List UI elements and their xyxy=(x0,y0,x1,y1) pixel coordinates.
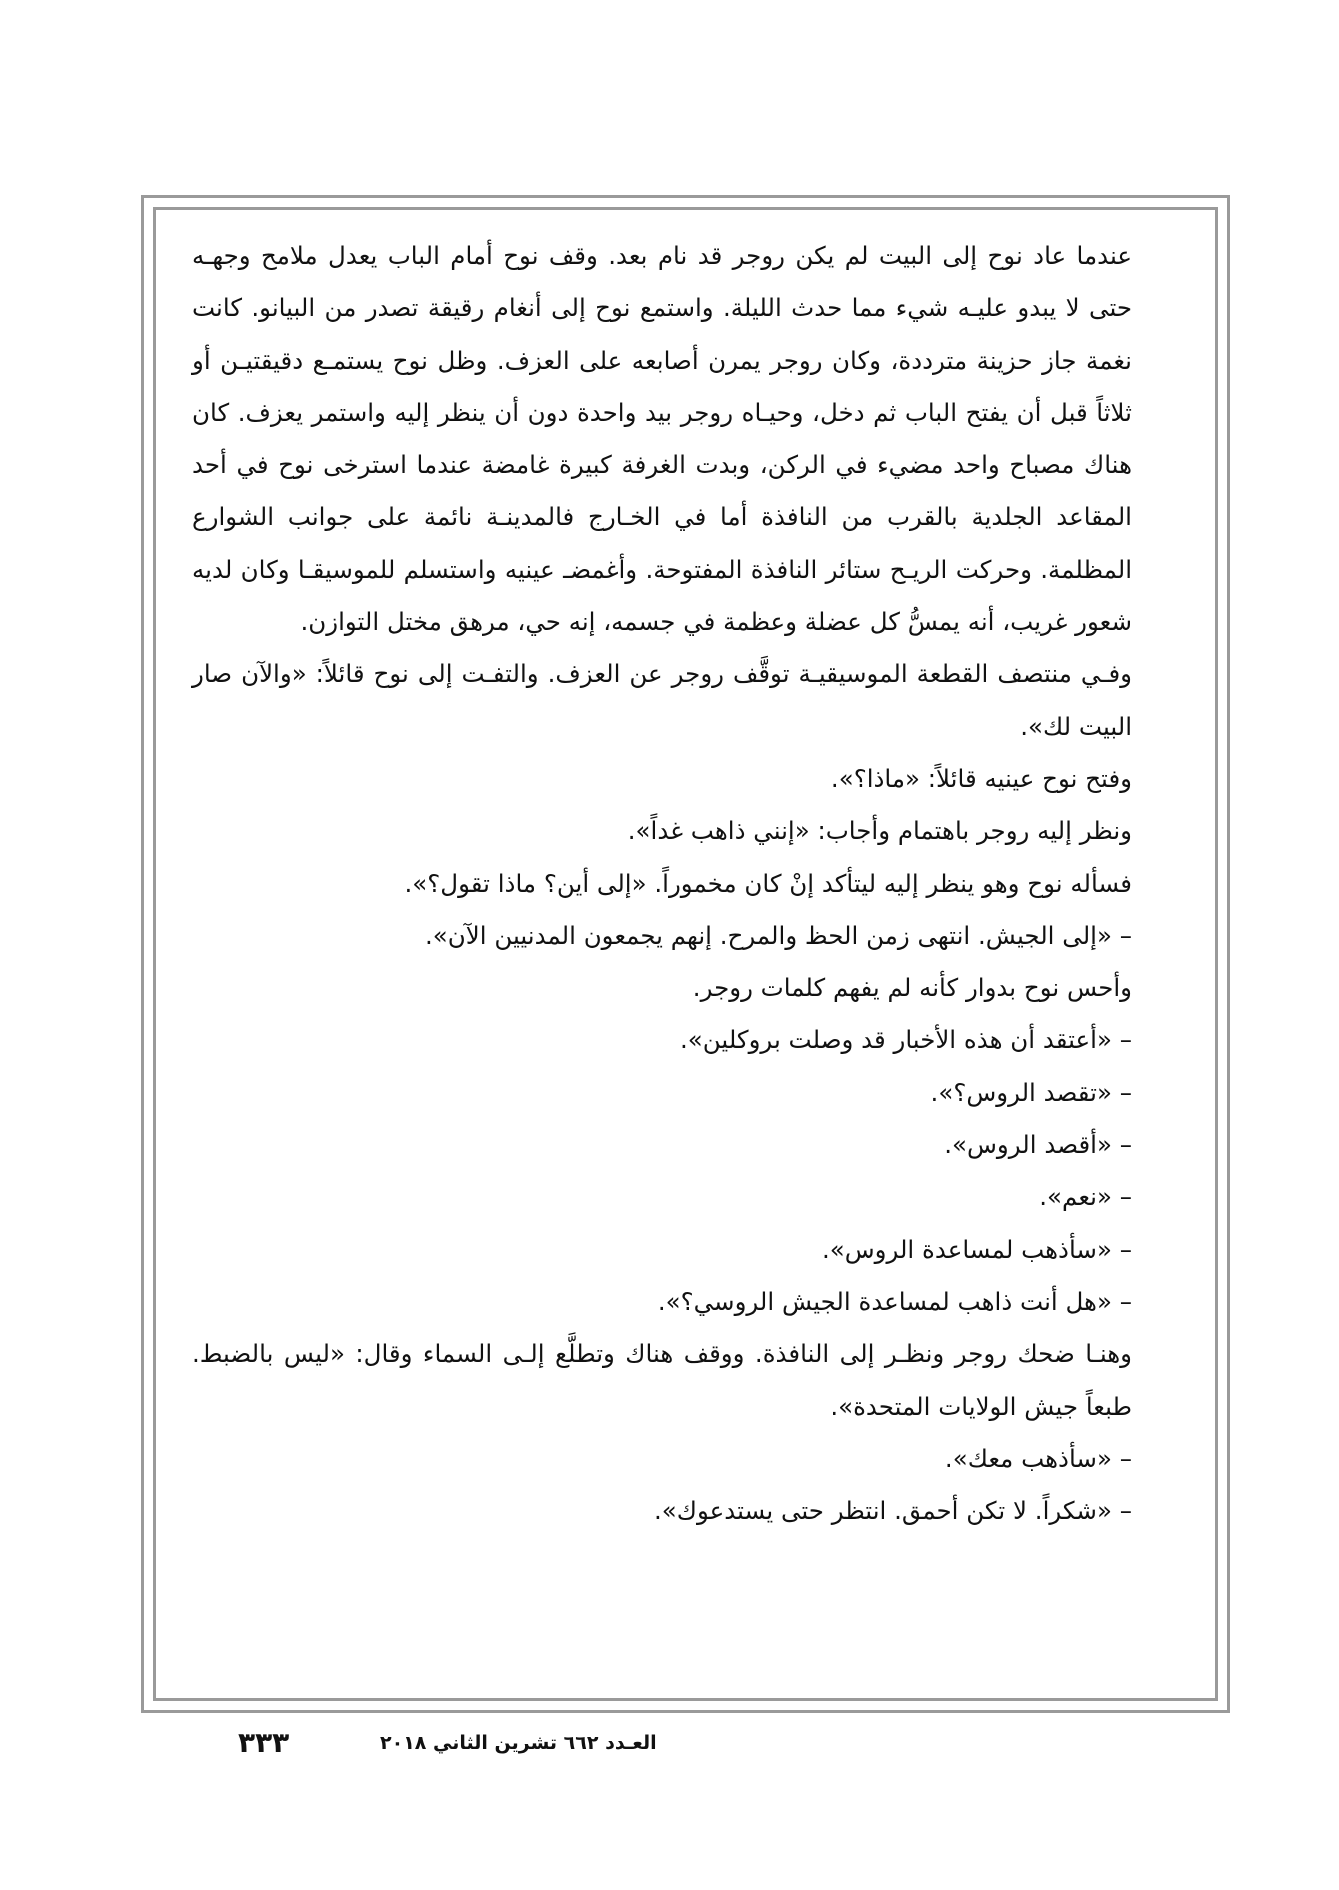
dialogue-line: – «سأذهب معك». xyxy=(944,1443,1132,1473)
dialogue-line: – «إلى الجيش. انتهى زمن الحظ والمرح. إنهم يجمعون المدنيين الآن». xyxy=(425,920,1132,950)
paragraph-1: عندما عاد نوح إلى البيت لم يكن روجر قد نام بعد. وقف نوح أمام الباب يعدل ملامح وجهـه حتى لا يبدو عليـه شيء مما حدث الليلة. واستمع نوح إلى أنغام رقيقة تصدر من البيانو. كانت نغمة جاز حزينة مترددة، وكان روجر يمرن أصابعه على العزف. وظل نوح يستمـع دقيقتيـن أو ثلاثاً قبل أن يفتح الباب ثم دخل، وحيـاه روجر بيد واحدة دون أن ينظر إليه واستمر يعزف. كان هناك مصباح واحد مضيء في الركن، وبدت الغرفة كبيرة غامضة عندما استرخى نوح في أحد المقاعد الجلدية بالقرب من النافذة أما في الخـارج فالمدينـة نائمة على جوانب الشوارع المظلمة. وحركت الريـح ستائر النافذة المفتوحة. وأغمضـ عينيه واستسلم للموسيقـا وكان لديه شعور غريب، أنه يمسُّ كل عضلة وعظمة في جسمه، إنه حي، مرهق مختل التوازن. xyxy=(192,241,1132,637)
paragraph-2: وفـي منتصف القطعة الموسيقيـة توقَّف روجر عن العزف. والتفـت إلى نوح قائلاً: «والآن صار البيت لك». xyxy=(192,659,1132,741)
dialogue-line: – «تقصد الروس؟». xyxy=(930,1077,1132,1107)
paragraph-4: ونظر إليه روجر باهتمام وأجاب: «إنني ذاهب غداً». xyxy=(627,816,1132,846)
dialogue-line: – «سأذهب لمساعدة الروس». xyxy=(821,1234,1132,1264)
dialogue-line: – «هل أنت ذاهب لمساعدة الجيش الروسي؟». xyxy=(657,1286,1132,1316)
article-text xyxy=(192,230,1182,1537)
dialogue-line: – «نعم». xyxy=(1039,1182,1132,1212)
dialogue-line: – «أقصد الروس». xyxy=(944,1130,1132,1160)
paragraph-7: وأحس نوح بدوار كأنه لم يفهم كلمات روجر. xyxy=(692,973,1132,1003)
paragraph-14: وهنـا ضحك روجر ونظـر إلى النافذة. ووقف هناك وتطلَّع إلـى السماء وقال: «ليس بالضبط. طبعاً جيش الولايات المتحدة». xyxy=(192,1339,1132,1421)
issue-info: العـدد ٦٦٢ تشرين الثاني ٢٠١٨ xyxy=(380,1732,657,1754)
paragraph-5: فسأله نوح وهو ينظر إليه ليتأكد إنْ كان مخموراً. «إلى أين؟ ماذا تقول؟». xyxy=(404,868,1132,898)
paragraph-3: وفتح نوح عينيه قائلاً: «ماذا؟». xyxy=(830,763,1132,793)
dialogue-line: – «أعتقد أن هذه الأخبار قد وصلت بروكلين». xyxy=(680,1025,1132,1055)
dialogue-line: – «شكراً. لا تكن أحمق. انتظر حتى يستدعوك». xyxy=(653,1496,1132,1526)
page-number: ٣٣٣ xyxy=(238,1726,290,1759)
